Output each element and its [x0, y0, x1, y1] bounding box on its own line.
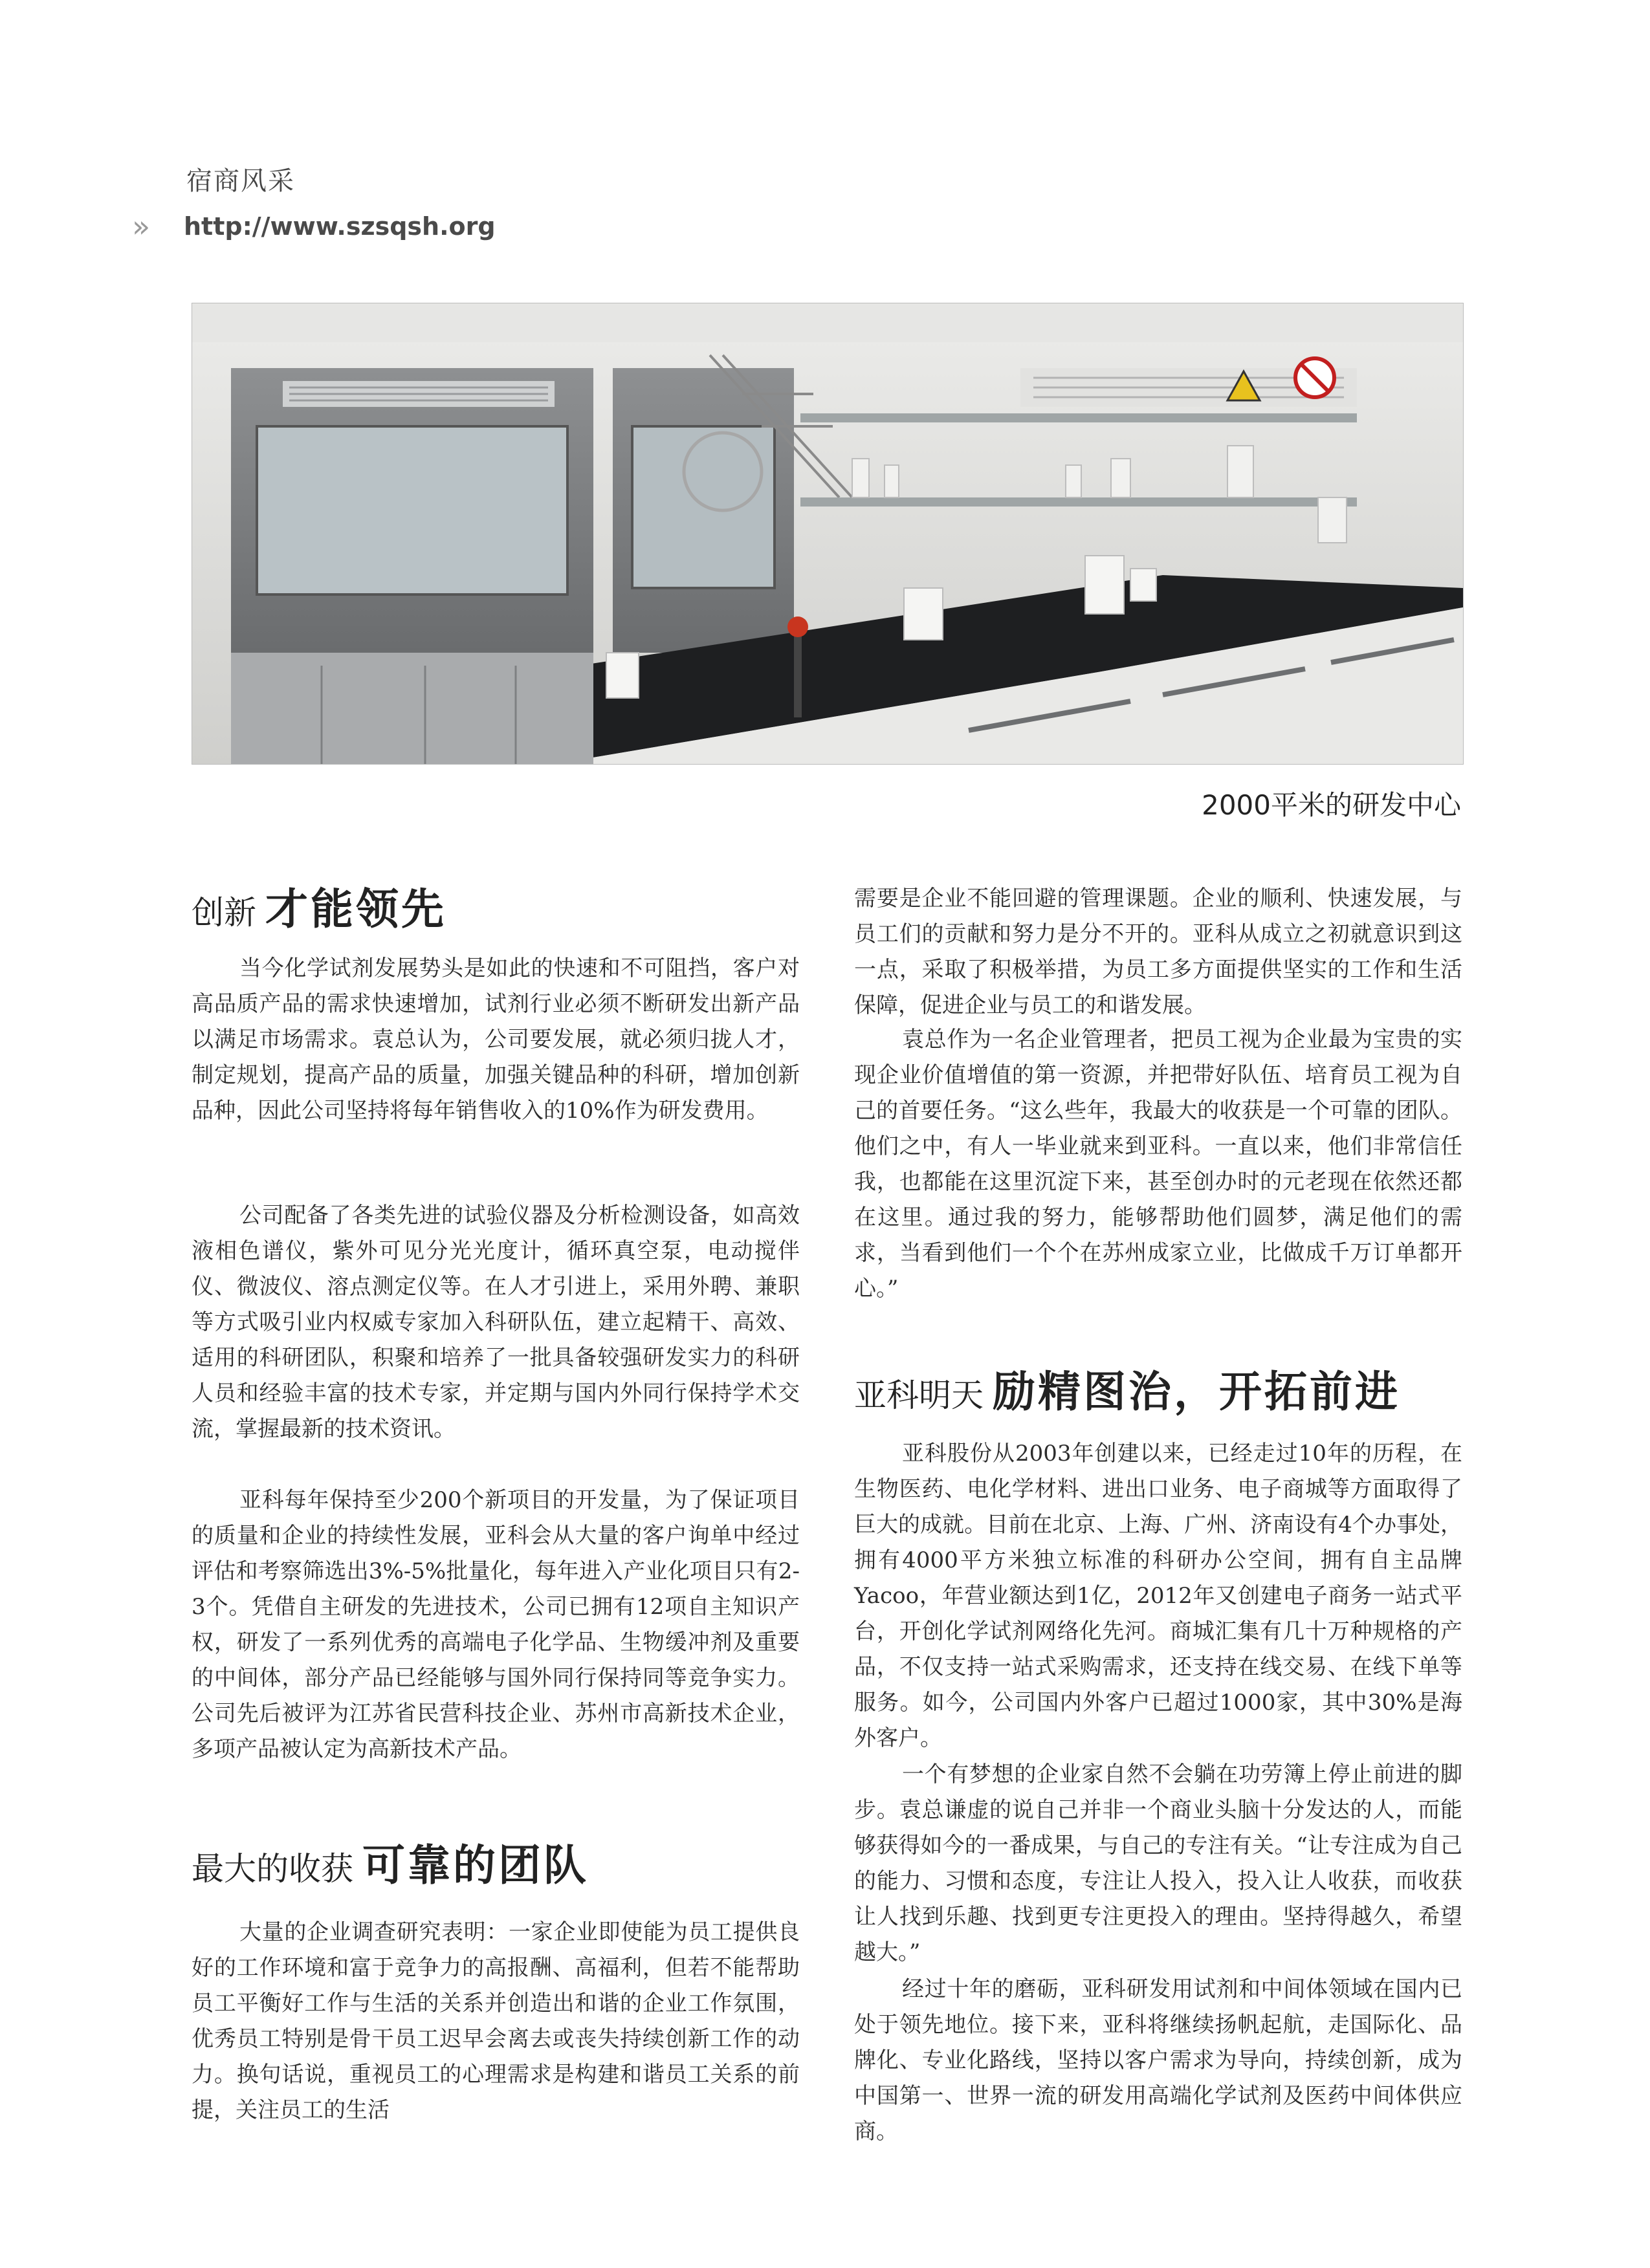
magazine-section-name: 宿商风采 [186, 166, 295, 196]
team-paragraph-2: 袁总作为一名企业管理者，把员工视为企业最为宝贵的实现企业价值增值的第一资源，并把带好队伍、培育员工视为自己的首要任务。“这么些年，我最大的收获是一个可靠的团队。他们之中，有人一毕业就来到亚科。一直以来，他们非常信任我，也都能在这里沉淀下来，甚至创办时的元老现在依然还都在这里。通过我的努力，能够帮助他们圆梦，满足他们的需求，当看到他们一个个在苏州成家立业，比做成千万订单都开心。” [854, 1027, 1462, 1302]
double-chevron-icon: » [132, 209, 151, 244]
page-header [132, 160, 496, 244]
innovation-paragraph-2: 公司配备了各类先进的试验仪器及分析检测设备，如高效液相色谱仪，紫外可见分光光度计，循环真空泵，电动搅伴仪、微波仪、溶点测定仪等。在人才引进上，采用外聘、兼职等方式吸引业内权威专家加入科研队伍，建立起精干、高效、适用的科研团队，积聚和培养了一批具备较强研发实力的科研人员和经验丰富的技术专家，并定期与国内外同行保持学术交流，掌握最新的技术资讯。 [192, 1203, 800, 1442]
section-title-small: 最大的收获 [192, 1850, 353, 1888]
team-paragraph-1-left: 大量的企业调查研究表明：一家企业即使能为员工提供良好的工作环境和富于竞争力的高报酬、高福利，但若不能帮助员工平衡好工作与生活的关系并创造出和谐的企业工作氛围，优秀员工特别是骨干员工迟早会离去或丧失持续创新工作的动力。换句话说，重视员工的心理需求是构建和谐员工关系的前提，关注员工的生活 [192, 1919, 800, 2123]
photo-caption: 2000平米的研发中心 [1202, 789, 1461, 821]
lab-photo [192, 303, 1464, 765]
section-title-big: 可靠的团队 [362, 1840, 589, 1890]
section-title-innovation [192, 875, 446, 936]
website-url[interactable]: http://www.szsqsh.org [184, 212, 496, 241]
section-title-big: 励精图治，开拓前进 [993, 1367, 1400, 1417]
section-title-small: 创新 [192, 894, 256, 932]
future-paragraph-1: 亚科股份从2003年创建以来，已经走过10年的历程，在生物医药、电化学材料、进出口业务、电子商城等方面取得了巨大的成就。目前在北京、上海、广州、济南设有4个办事处，拥有4000平方米独立标准的科研办公空间，拥有自主品牌Yacoo，年营业额达到1亿，2012年又创建电子商务一站式平台，开创化学试剂网络化先河。商城汇集有几十万种规格的产品，不仅支持一站式采购需求，还支持在线交易、在线下单等服务。如今，公司国内外客户已超过1000家，其中30%是海外客户。 [854, 1441, 1462, 1751]
future-paragraph-2: 一个有梦想的企业家自然不会躺在功劳簿上停止前进的脚步。袁总谦虚的说自己并非一个商业头脑十分发达的人，而能够获得如今的一番成果，与自己的专注有关。“让专注成为自己的能力、习惯和态度，专注让人投入，投入让人收获，而收获让人找到乐趣、找到更专注更投入的理由。坚持得越久，希望越大。” [854, 1761, 1462, 1965]
lab-illustration [192, 303, 1463, 764]
section-title-team [192, 1831, 589, 1892]
innovation-paragraph-3: 亚科每年保持至少200个新项目的开发量，为了保证项目的质量和企业的持续性发展，亚科会从大量的客户询单中经过评估和考察筛选出3%-5%批量化，每年进入产业化项目只有2-3个。凭借自主研发的先进技术，公司已拥有12项自主知识产权，研发了一系列优秀的高端电子化学品、生物缓冲剂及重要的中间体，部分产品已经能够与国外同行保持同等竞争实力。公司先后被评为江苏省民营科技企业、苏州市高新技术企业，多项产品被认定为高新技术产品。 [192, 1487, 800, 1762]
innovation-paragraph-1: 当今化学试剂发展势头是如此的快速和不可阻挡，客户对高品质产品的需求快速增加，试剂行业必须不断研发出新产品以满足市场需求。袁总认为，公司要发展，就必须归拢人才，制定规划，提高产品的质量，加强关键品种的科研，增加创新品种，因此公司坚持将每年销售收入的10%作为研发费用。 [192, 955, 800, 1124]
team-paragraph-1-right: 需要是企业不能回避的管理课题。企业的顺利、快速发展，与员工们的贡献和努力是分不开的。亚科从成立之初就意识到这一点，采取了积极举措，为员工多方面提供坚实的工作和生活保障，促进企业与员工的和谐发展。 [854, 886, 1462, 1018]
section-title-small: 亚科明天 [854, 1377, 984, 1414]
section-title-big: 才能领先 [265, 884, 446, 934]
url-row [132, 209, 496, 244]
future-paragraph-3: 经过十年的磨砺，亚科研发用试剂和中间体领域在国内已处于领先地位。接下来，亚科将继续扬帆起航，走国际化、品牌化、专业化路线，坚持以客户需求为导向，持续创新，成为中国第一、世界一流的研发用高端化学试剂及医药中间体供应商。 [854, 1976, 1462, 2144]
section-title-future [854, 1357, 1400, 1419]
